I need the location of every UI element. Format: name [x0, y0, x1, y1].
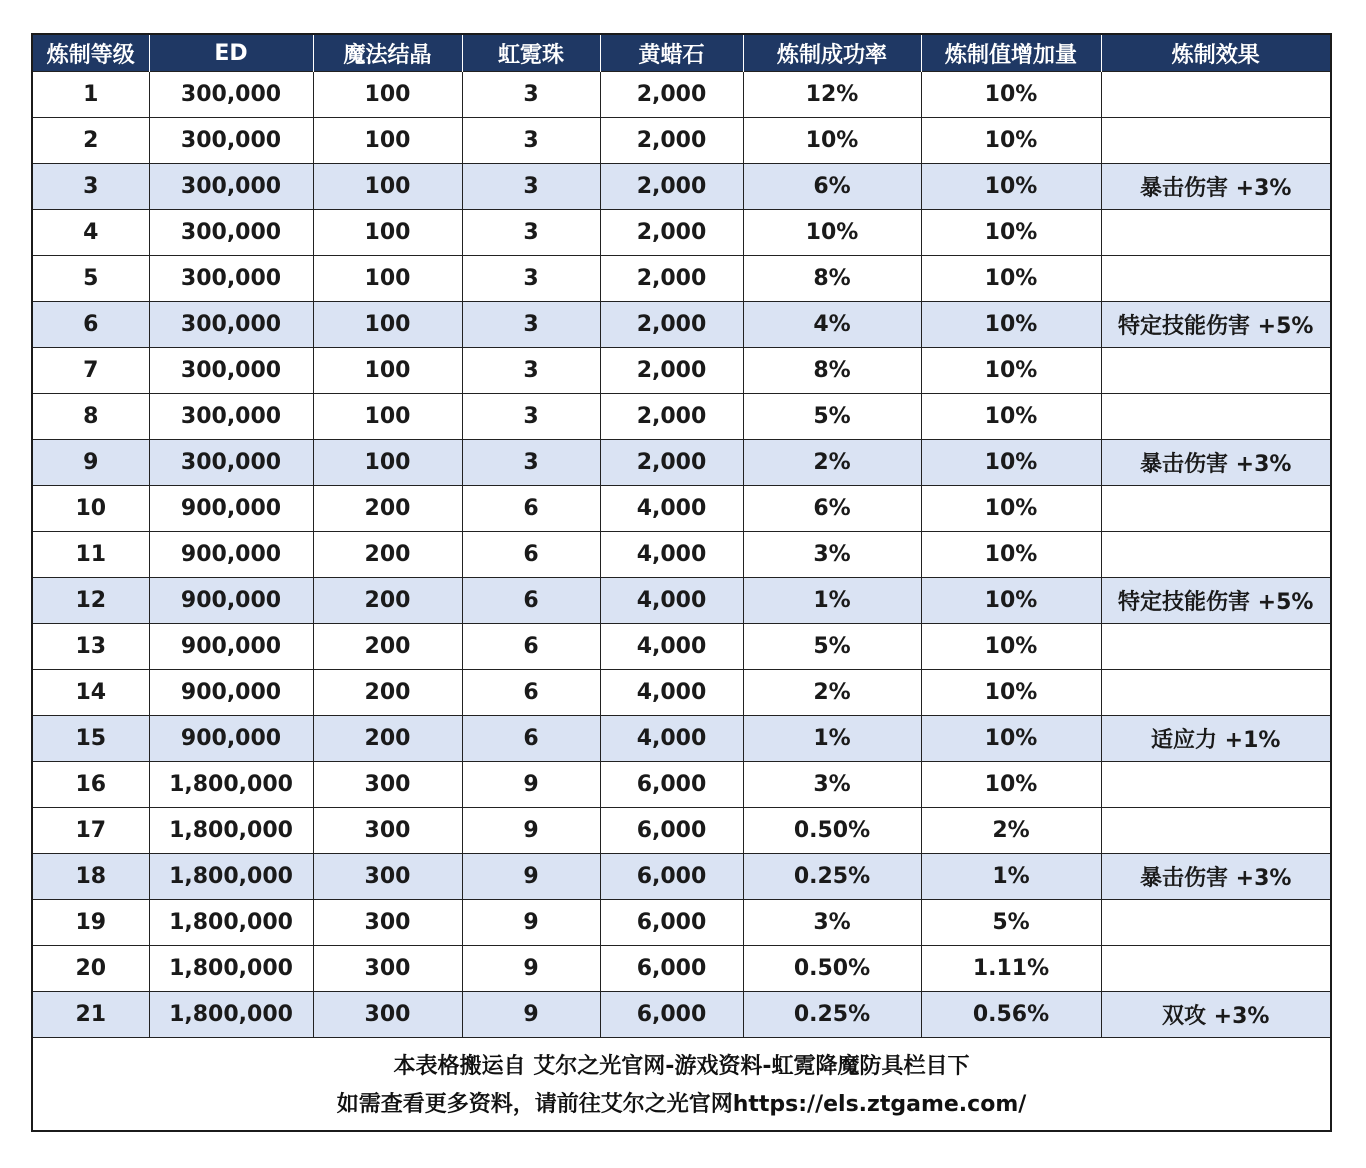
cell-orb: 9 — [462, 808, 600, 854]
cell-stone: 2,000 — [600, 348, 743, 394]
cell-success-rate: 12% — [743, 72, 921, 118]
cell-crystal: 300 — [313, 762, 462, 808]
cell-increase: 10% — [921, 762, 1101, 808]
cell-effect: 特定技能伤害 +5% — [1101, 302, 1330, 348]
cell-success-rate: 5% — [743, 624, 921, 670]
cell-orb: 9 — [462, 900, 600, 946]
cell-ed: 300,000 — [149, 394, 313, 440]
cell-orb: 9 — [462, 992, 600, 1038]
source-note — [33, 1038, 1330, 1130]
source-note-line-2: 如需查看更多资料，请前往艾尔之光官网https://els.ztgame.com/ — [336, 1092, 1027, 1117]
cell-increase: 1.11% — [921, 946, 1101, 992]
col-header-stone: 黄蜡石 — [600, 35, 743, 72]
cell-increase: 10% — [921, 440, 1101, 486]
cell-level: 9 — [33, 440, 149, 486]
cell-stone: 2,000 — [600, 394, 743, 440]
cell-stone: 2,000 — [600, 72, 743, 118]
cell-level: 19 — [33, 900, 149, 946]
cell-effect — [1101, 486, 1330, 532]
cell-crystal: 300 — [313, 946, 462, 992]
cell-stone: 2,000 — [600, 164, 743, 210]
cell-success-rate: 1% — [743, 716, 921, 762]
cell-increase: 1% — [921, 854, 1101, 900]
cell-stone: 2,000 — [600, 118, 743, 164]
cell-increase: 0.56% — [921, 992, 1101, 1038]
cell-orb: 3 — [462, 394, 600, 440]
cell-crystal: 100 — [313, 210, 462, 256]
cell-crystal: 300 — [313, 992, 462, 1038]
cell-success-rate: 0.25% — [743, 992, 921, 1038]
cell-orb: 9 — [462, 946, 600, 992]
cell-ed: 1,800,000 — [149, 854, 313, 900]
cell-success-rate: 0.50% — [743, 808, 921, 854]
cell-stone: 4,000 — [600, 670, 743, 716]
cell-success-rate: 3% — [743, 900, 921, 946]
cell-effect — [1101, 900, 1330, 946]
cell-effect — [1101, 946, 1330, 992]
cell-orb: 3 — [462, 256, 600, 302]
table-row — [33, 854, 1330, 900]
cell-stone: 4,000 — [600, 624, 743, 670]
cell-effect — [1101, 394, 1330, 440]
source-note-line-1: 本表格搬运自 艾尔之光官网-游戏资料-虹霓降魔防具栏目下 — [393, 1054, 970, 1079]
cell-stone: 6,000 — [600, 808, 743, 854]
cell-level: 5 — [33, 256, 149, 302]
table-row — [33, 486, 1330, 532]
cell-ed: 900,000 — [149, 532, 313, 578]
cell-orb: 6 — [462, 486, 600, 532]
cell-success-rate: 5% — [743, 394, 921, 440]
cell-ed: 900,000 — [149, 716, 313, 762]
cell-effect — [1101, 256, 1330, 302]
cell-effect: 特定技能伤害 +5% — [1101, 578, 1330, 624]
cell-crystal: 200 — [313, 486, 462, 532]
cell-effect: 适应力 +1% — [1101, 716, 1330, 762]
cell-ed: 300,000 — [149, 348, 313, 394]
cell-level: 11 — [33, 532, 149, 578]
table-row — [33, 624, 1330, 670]
cell-stone: 6,000 — [600, 900, 743, 946]
cell-crystal: 100 — [313, 118, 462, 164]
cell-level: 14 — [33, 670, 149, 716]
cell-ed: 300,000 — [149, 164, 313, 210]
cell-ed: 300,000 — [149, 118, 313, 164]
cell-ed: 1,800,000 — [149, 900, 313, 946]
cell-level: 7 — [33, 348, 149, 394]
cell-crystal: 100 — [313, 348, 462, 394]
cell-stone: 6,000 — [600, 762, 743, 808]
cell-crystal: 200 — [313, 670, 462, 716]
cell-crystal: 200 — [313, 578, 462, 624]
cell-level: 8 — [33, 394, 149, 440]
col-header-ed: ED — [149, 35, 313, 72]
col-header-increase: 炼制值增加量 — [921, 35, 1101, 72]
cell-crystal: 100 — [313, 164, 462, 210]
cell-crystal: 100 — [313, 72, 462, 118]
table-row — [33, 900, 1330, 946]
cell-stone: 6,000 — [600, 946, 743, 992]
cell-success-rate: 3% — [743, 762, 921, 808]
cell-increase: 10% — [921, 210, 1101, 256]
cell-increase: 10% — [921, 716, 1101, 762]
cell-effect — [1101, 762, 1330, 808]
cell-orb: 3 — [462, 164, 600, 210]
cell-orb: 3 — [462, 440, 600, 486]
table-body — [33, 72, 1330, 1038]
cell-success-rate: 2% — [743, 670, 921, 716]
cell-success-rate: 0.25% — [743, 854, 921, 900]
cell-stone: 2,000 — [600, 302, 743, 348]
cell-ed: 300,000 — [149, 210, 313, 256]
cell-success-rate: 4% — [743, 302, 921, 348]
cell-orb: 6 — [462, 624, 600, 670]
table-row — [33, 808, 1330, 854]
cell-level: 2 — [33, 118, 149, 164]
cell-ed: 300,000 — [149, 256, 313, 302]
cell-level: 12 — [33, 578, 149, 624]
cell-success-rate: 8% — [743, 348, 921, 394]
cell-level: 17 — [33, 808, 149, 854]
refine-table — [33, 35, 1330, 1038]
cell-ed: 1,800,000 — [149, 808, 313, 854]
cell-ed: 1,800,000 — [149, 946, 313, 992]
cell-effect — [1101, 808, 1330, 854]
cell-effect — [1101, 72, 1330, 118]
cell-success-rate: 6% — [743, 486, 921, 532]
cell-orb: 3 — [462, 210, 600, 256]
cell-increase: 10% — [921, 164, 1101, 210]
cell-success-rate: 10% — [743, 210, 921, 256]
cell-success-rate: 1% — [743, 578, 921, 624]
cell-crystal: 200 — [313, 624, 462, 670]
cell-increase: 10% — [921, 532, 1101, 578]
cell-increase: 10% — [921, 72, 1101, 118]
cell-ed: 900,000 — [149, 624, 313, 670]
cell-increase: 10% — [921, 256, 1101, 302]
cell-level: 20 — [33, 946, 149, 992]
table-row — [33, 348, 1330, 394]
table-row — [33, 946, 1330, 992]
cell-success-rate: 0.50% — [743, 946, 921, 992]
cell-success-rate: 6% — [743, 164, 921, 210]
cell-crystal: 300 — [313, 900, 462, 946]
cell-effect: 暴击伤害 +3% — [1101, 164, 1330, 210]
cell-success-rate: 2% — [743, 440, 921, 486]
cell-effect — [1101, 532, 1330, 578]
cell-level: 3 — [33, 164, 149, 210]
cell-level: 10 — [33, 486, 149, 532]
cell-increase: 10% — [921, 578, 1101, 624]
cell-stone: 6,000 — [600, 854, 743, 900]
table-row — [33, 210, 1330, 256]
cell-orb: 3 — [462, 302, 600, 348]
refine-table-sheet — [31, 33, 1332, 1132]
table-row — [33, 716, 1330, 762]
cell-stone: 4,000 — [600, 578, 743, 624]
header-row — [33, 35, 1330, 72]
cell-effect — [1101, 348, 1330, 394]
cell-increase: 10% — [921, 486, 1101, 532]
table-row — [33, 72, 1330, 118]
col-header-orb: 虹霓珠 — [462, 35, 600, 72]
table-row — [33, 118, 1330, 164]
cell-increase: 10% — [921, 394, 1101, 440]
cell-stone: 4,000 — [600, 532, 743, 578]
col-header-level: 炼制等级 — [33, 35, 149, 72]
cell-orb: 9 — [462, 854, 600, 900]
cell-level: 18 — [33, 854, 149, 900]
cell-level: 13 — [33, 624, 149, 670]
cell-effect — [1101, 118, 1330, 164]
cell-ed: 900,000 — [149, 486, 313, 532]
cell-level: 1 — [33, 72, 149, 118]
cell-ed: 1,800,000 — [149, 992, 313, 1038]
cell-effect — [1101, 670, 1330, 716]
cell-stone: 2,000 — [600, 210, 743, 256]
cell-crystal: 200 — [313, 532, 462, 578]
cell-ed: 300,000 — [149, 72, 313, 118]
table-row — [33, 670, 1330, 716]
table-row — [33, 762, 1330, 808]
cell-effect: 暴击伤害 +3% — [1101, 440, 1330, 486]
cell-orb: 6 — [462, 578, 600, 624]
cell-stone: 4,000 — [600, 486, 743, 532]
cell-effect — [1101, 624, 1330, 670]
cell-effect: 双攻 +3% — [1101, 992, 1330, 1038]
cell-ed: 900,000 — [149, 670, 313, 716]
table-row — [33, 578, 1330, 624]
cell-increase: 10% — [921, 624, 1101, 670]
cell-level: 21 — [33, 992, 149, 1038]
col-header-crystal: 魔法结晶 — [313, 35, 462, 72]
cell-stone: 6,000 — [600, 992, 743, 1038]
cell-ed: 1,800,000 — [149, 762, 313, 808]
cell-increase: 10% — [921, 118, 1101, 164]
cell-increase: 10% — [921, 348, 1101, 394]
cell-increase: 10% — [921, 670, 1101, 716]
cell-increase: 10% — [921, 302, 1101, 348]
cell-increase: 2% — [921, 808, 1101, 854]
cell-increase: 5% — [921, 900, 1101, 946]
cell-crystal: 100 — [313, 394, 462, 440]
cell-ed: 300,000 — [149, 302, 313, 348]
cell-stone: 2,000 — [600, 256, 743, 302]
cell-stone: 4,000 — [600, 716, 743, 762]
cell-crystal: 300 — [313, 854, 462, 900]
cell-orb: 3 — [462, 348, 600, 394]
cell-stone: 2,000 — [600, 440, 743, 486]
cell-orb: 3 — [462, 72, 600, 118]
col-header-success-rate: 炼制成功率 — [743, 35, 921, 72]
cell-level: 6 — [33, 302, 149, 348]
cell-orb: 3 — [462, 118, 600, 164]
table-row — [33, 256, 1330, 302]
table-row — [33, 302, 1330, 348]
table-row — [33, 992, 1330, 1038]
cell-ed: 900,000 — [149, 578, 313, 624]
cell-crystal: 100 — [313, 302, 462, 348]
cell-crystal: 200 — [313, 716, 462, 762]
cell-effect: 暴击伤害 +3% — [1101, 854, 1330, 900]
cell-crystal: 100 — [313, 440, 462, 486]
cell-orb: 6 — [462, 532, 600, 578]
cell-orb: 6 — [462, 716, 600, 762]
cell-effect — [1101, 210, 1330, 256]
table-row — [33, 394, 1330, 440]
cell-success-rate: 8% — [743, 256, 921, 302]
table-row — [33, 532, 1330, 578]
table-row — [33, 440, 1330, 486]
table-row — [33, 164, 1330, 210]
cell-crystal: 100 — [313, 256, 462, 302]
cell-level: 4 — [33, 210, 149, 256]
cell-level: 15 — [33, 716, 149, 762]
cell-success-rate: 3% — [743, 532, 921, 578]
cell-success-rate: 10% — [743, 118, 921, 164]
cell-level: 16 — [33, 762, 149, 808]
cell-orb: 9 — [462, 762, 600, 808]
cell-crystal: 300 — [313, 808, 462, 854]
cell-orb: 6 — [462, 670, 600, 716]
cell-ed: 300,000 — [149, 440, 313, 486]
col-header-effect: 炼制效果 — [1101, 35, 1330, 72]
